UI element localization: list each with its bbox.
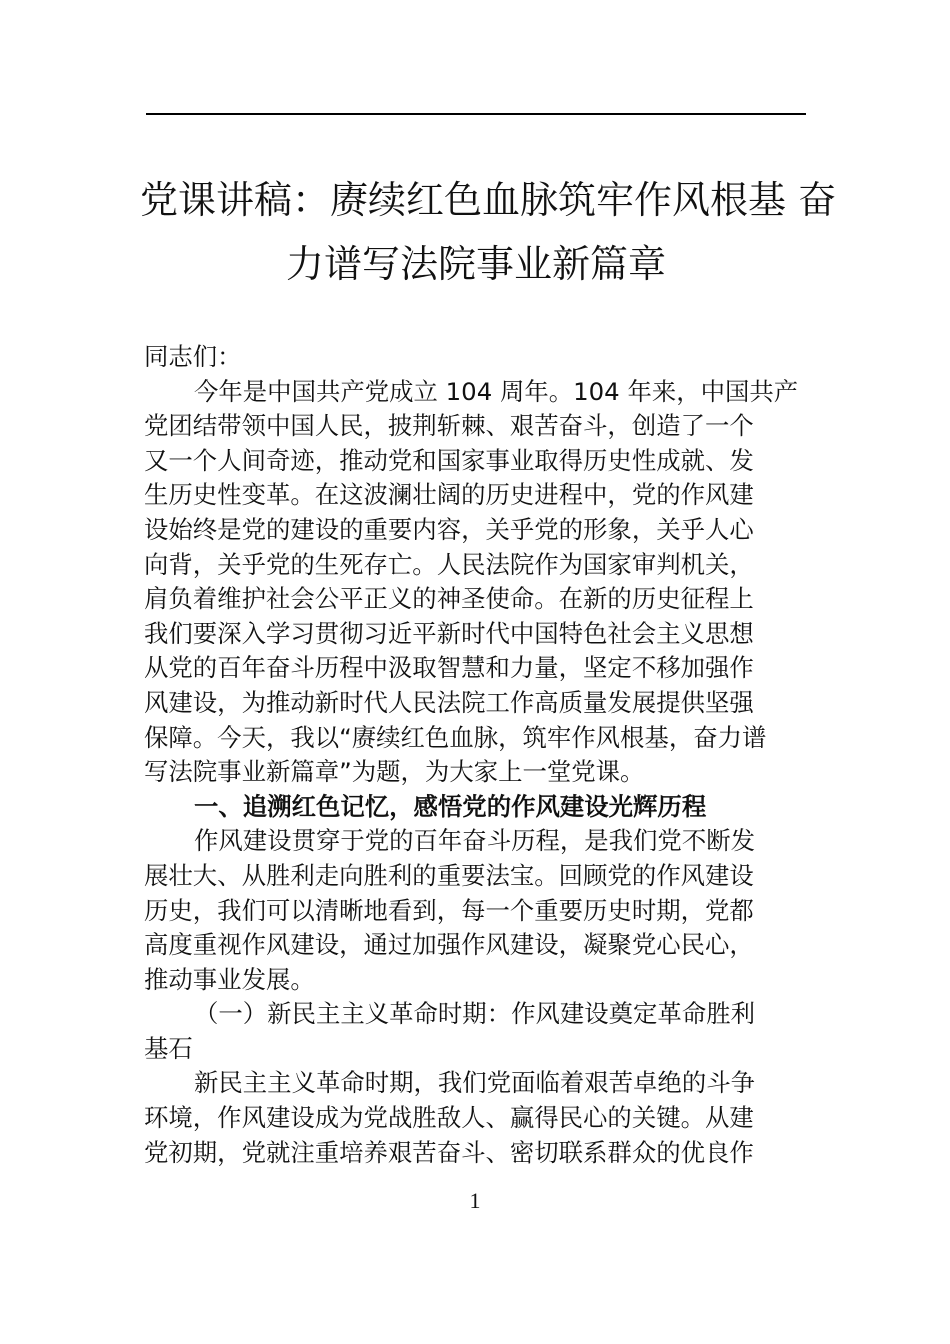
page-number: 1 [469, 1188, 481, 1213]
paragraph-line: 高度重视作风建设，通过加强作风建设，凝聚党心民心， [144, 930, 754, 960]
paragraph-line: 生历史性变革。在这波澜壮阔的历史进程中，党的作风建 [144, 480, 754, 510]
paragraph-line: 设始终是党的建设的重要内容，关乎党的形象，关乎人心 [144, 514, 754, 544]
paragraph-line: 又一个人间奇迹，推动党和国家事业取得历史性成就、发 [144, 445, 754, 475]
document-body [144, 340, 808, 1170]
paragraph-line: 风建设，为推动新时代人民法院工作高质量发展提供坚强 [144, 687, 754, 717]
title-line: 党课讲稿：赓续红色血脉筑牢作风根基 奋 [140, 178, 837, 222]
section-heading: 一、追溯红色记忆，感悟党的作风建设光辉历程 [194, 791, 707, 821]
paragraph-line: 向背，关乎党的生死存亡。人民法院作为国家审判机关， [144, 549, 754, 579]
paragraph-line: 写法院事业新篇章”为题，为大家上一堂党课。 [144, 757, 645, 787]
header-rule [146, 113, 806, 115]
paragraph-line: 肩负着维护社会公平正义的神圣使命。在新的历史征程上 [144, 584, 754, 614]
salutation: 同志们： [144, 342, 242, 371]
paragraph-line: 保障。今天，我以“赓续红色血脉，筑牢作风根基，奋力谱 [144, 722, 767, 752]
paragraph-line: 党初期，党就注重培养艰苦奋斗、密切联系群众的优良作 [144, 1137, 754, 1167]
paragraph-line: 党团结带领中国人民，披荆斩棘、艰苦奋斗，创造了一个 [144, 411, 754, 441]
paragraph-line: 作风建设贯穿于党的百年奋斗历程，是我们党不断发 [194, 826, 755, 856]
paragraph-line: 推动事业发展。 [144, 964, 315, 994]
document-title [140, 168, 837, 296]
paragraph-line: 新民主主义革命时期，我们党面临着艰苦卓绝的斗争 [194, 1068, 755, 1098]
paragraph-line: 历史，我们可以清晰地看到，每一个重要历史时期，党都 [144, 895, 754, 925]
paragraph-line: 今年是中国共产党成立 104 周年。104 年来，中国共产 [194, 376, 799, 406]
paragraph-line: 展壮大、从胜利走向胜利的重要法宝。回顾党的作风建设 [144, 860, 754, 890]
subsection-heading: 基石 [144, 1033, 193, 1063]
title-line: 力谱写法院事业新篇章 [285, 242, 666, 286]
subsection-heading: （一）新民主主义革命时期：作风建设奠定革命胜利 [194, 999, 755, 1029]
paragraph-line: 环境，作风建设成为党战胜敌人、赢得民心的关键。从建 [144, 1103, 754, 1133]
paragraph-line: 从党的百年奋斗历程中汲取智慧和力量，坚定不移加强作 [144, 653, 754, 683]
paragraph-line: 我们要深入学习贯彻习近平新时代中国特色社会主义思想 [144, 618, 754, 648]
